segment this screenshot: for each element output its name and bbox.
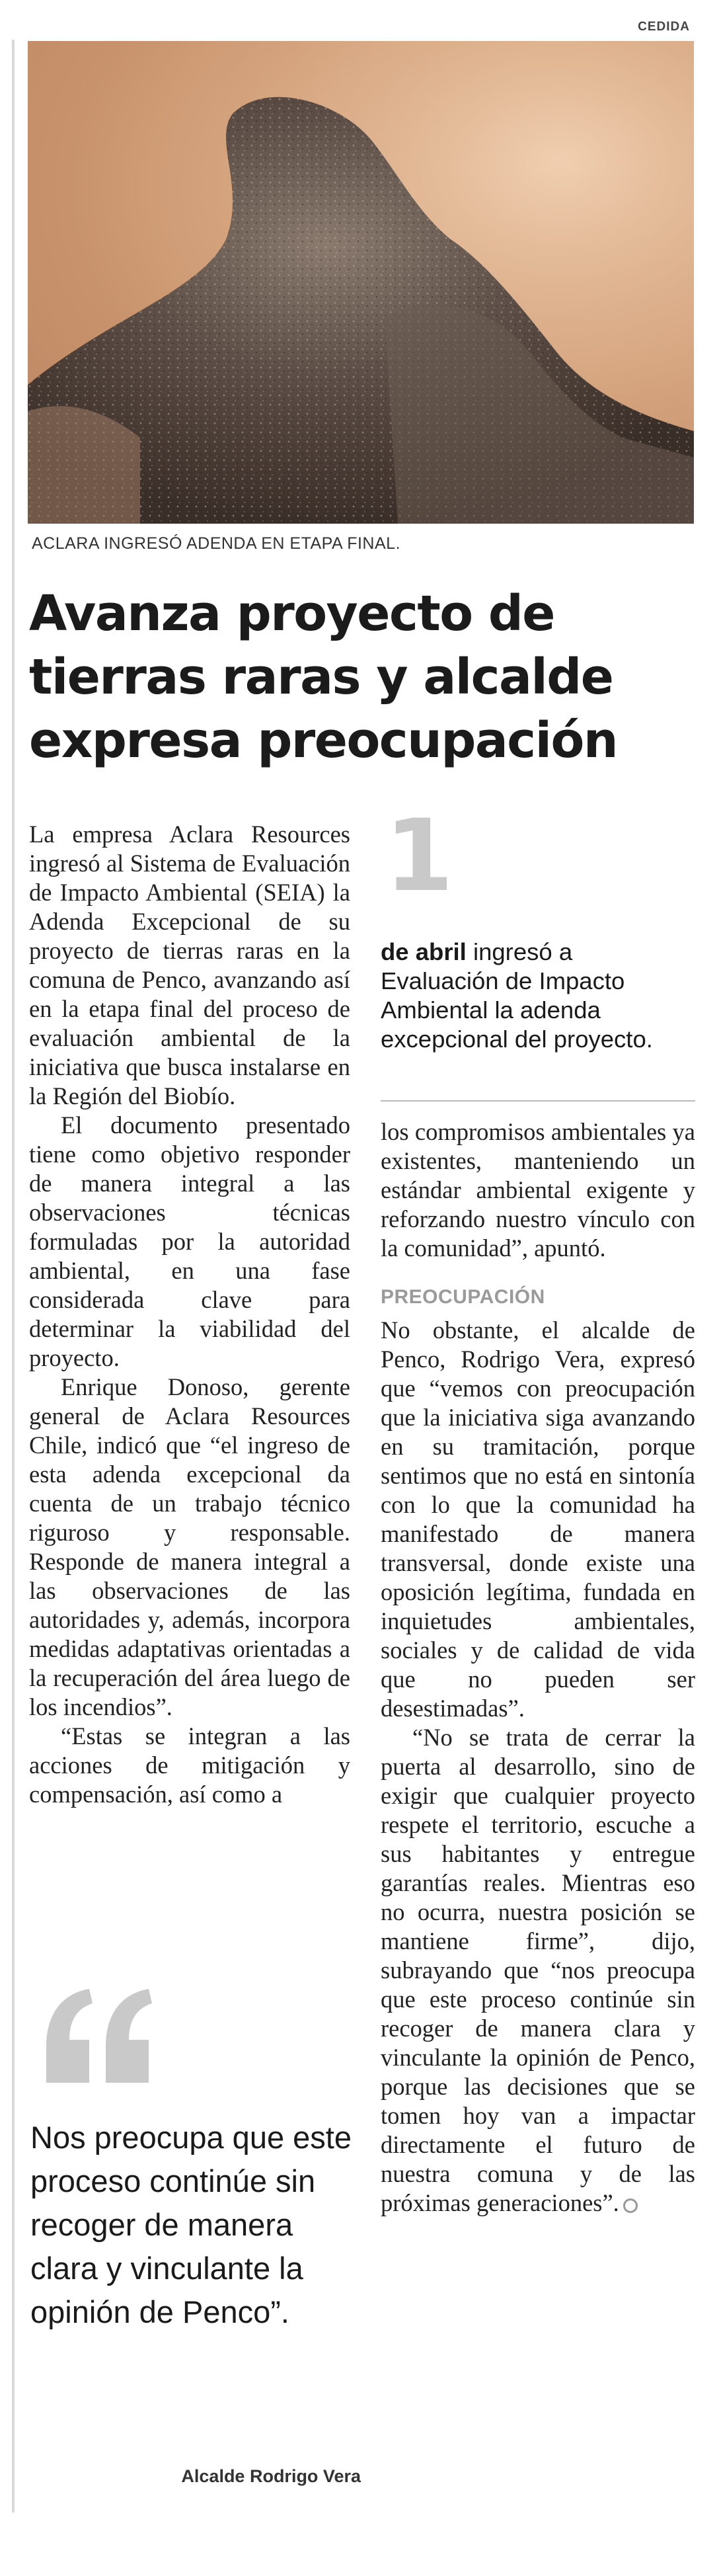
- column-rule: [12, 40, 15, 2513]
- section-subhead: PREOCUPACIÓN: [381, 1286, 545, 1308]
- headline-line: expresa preocupación: [29, 712, 618, 769]
- body-paragraph: [381, 1723, 695, 2218]
- end-mark-icon: [623, 2198, 638, 2213]
- headline-line: Avanza proyecto de: [29, 585, 554, 642]
- rock-sample-photo: [28, 41, 694, 524]
- body-paragraph: La empresa Aclara Resources ingresó al Sistema de Evaluación de Impacto Ambiental (SEIA) la Adenda Excepcional de su proyecto de tierras raras en la comuna de Penco, avanzando así en la etapa final del proceso de evaluación ambiental de la iniciativa que busca instalarse en la Región del Biobío.: [29, 821, 350, 1109]
- pull-quote-attribution: Alcalde Rodrigo Vera: [181, 2466, 361, 2486]
- stat-divider: [381, 1100, 695, 1102]
- stat-date: de abril: [381, 938, 467, 965]
- body-paragraph: “Estas se integran a las acciones de mitigación y compensación, así como a: [29, 1722, 350, 1808]
- body-paragraph: Enrique Donoso, gerente general de Aclara Resources Chile, indicó que “el ingreso de esta adenda excepcional da cuenta de un trabajo técnico riguroso y responsable. Responde de manera integral a las observaciones de las autoridades y, además, incorpora medidas adaptativas orientadas a la recuperación del área luego de los incendios”.: [29, 1373, 350, 1720]
- body-paragraph: No obstante, el alcalde de Penco, Rodrigo Vera, expresó que “vemos con preocupación que la iniciativa siga avanzando en su tramitación, porque sentimos que no está en sintonía con lo que la comunidad ha manifestado de manera transversal, donde existe una oposición legítima, fundada en inquietudes ambientales, sociales y de calidad de vida que no pueden ser desestimadas”.: [381, 1316, 695, 1722]
- article-photo: [28, 41, 694, 524]
- article-column-right: [381, 1117, 695, 2218]
- photo-caption: ACLARA INGRESÓ ADENDA EN ETAPA FINAL.: [32, 534, 401, 553]
- headline-line: tierras raras y alcalde: [29, 649, 613, 705]
- headline: [29, 582, 697, 772]
- body-paragraph-text: “No se trata de cerrar la puerta al desarrollo, sino de exigir que cualquier proyecto respete el territorio, escuche a sus habitantes y entregue garantías reales. Mientras eso no ocurra, nuestra posición se mantiene firme”, dijo, subrayando que “nos preocupa que este proceso continúe sin recoger de manera clara y vinculante la opinión de Penco, porque las decisiones que se tomen hoy van a impactar directamente el futuro de nuestra comuna y de las próximas generaciones”.: [381, 1724, 695, 2216]
- photo-credit: CEDIDA: [638, 20, 690, 34]
- pull-quote: Nos preocupa que este proceso continúe sin recoger de manera clara y vinculante la opinión de Penco”.: [30, 2120, 352, 2329]
- stat-number: 1: [385, 799, 454, 914]
- quote-mark-icon: [33, 1984, 165, 2089]
- body-paragraph: los compromisos ambientales ya existentes, manteniendo un estándar ambiental exigente y reforzando nuestro vínculo con la comunidad”, apuntó.: [381, 1118, 695, 1262]
- stat-text: [381, 938, 695, 1054]
- body-paragraph: El documento presentado tiene como objetivo responder de manera integral a las observaciones técnicas formuladas por la autoridad ambiental, en una fase considerada clave para determinar la viabilidad del proyecto.: [29, 1111, 350, 1371]
- stat-description: ingresó a Evaluación de Impacto Ambiental la adenda excepcional del proyecto.: [381, 938, 653, 1053]
- article-column-left: [29, 820, 350, 1809]
